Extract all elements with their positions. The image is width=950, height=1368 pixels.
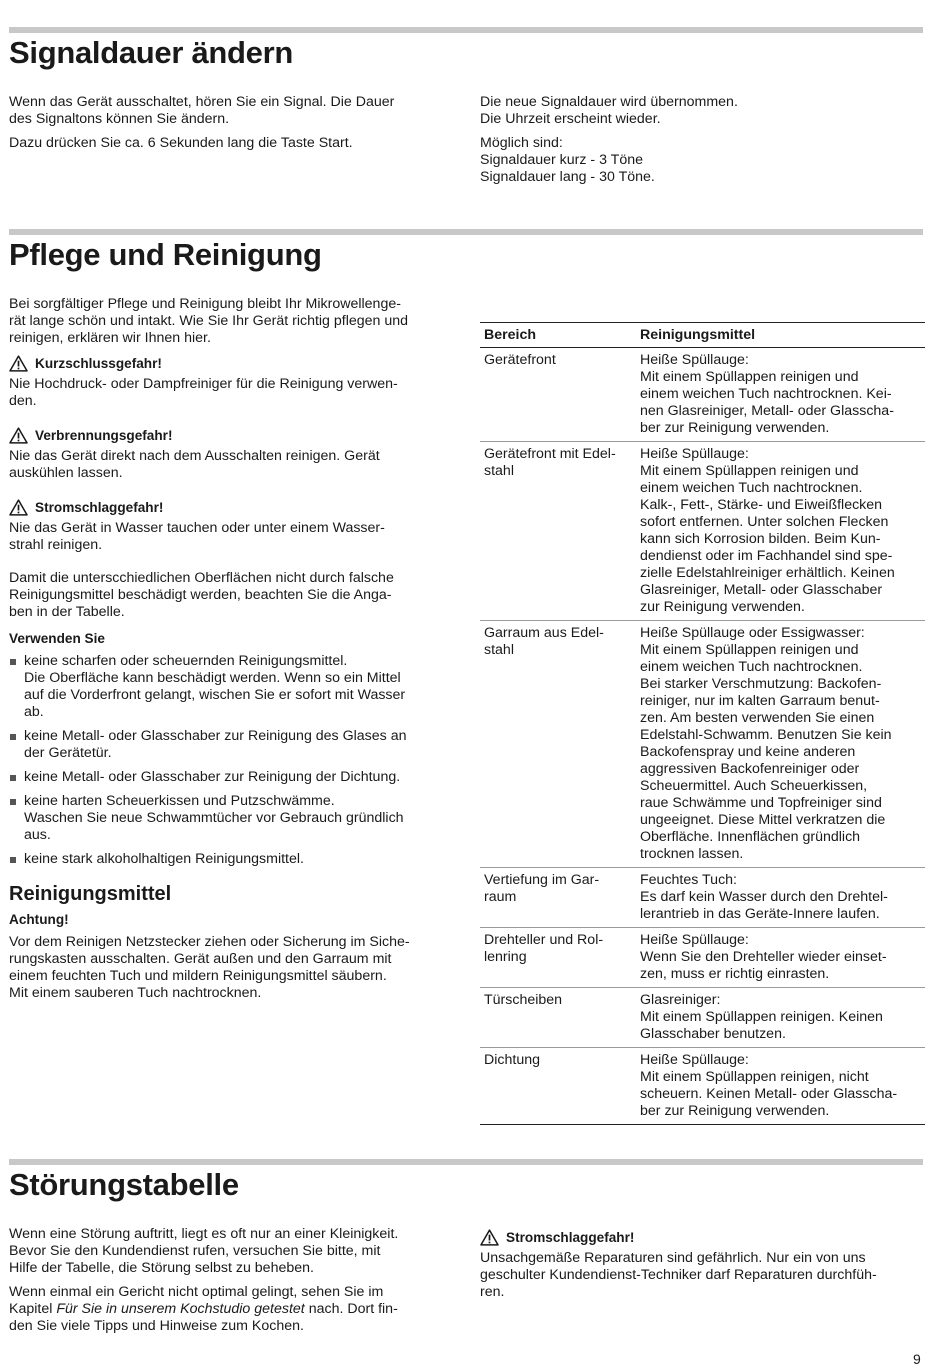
table-cell-area: Gerätefront (480, 348, 636, 442)
table-cell-area: Vertiefung im Gar- raum (480, 868, 636, 928)
list-item: keine scharfen oder scheuernden Reinigungsmittel. Die Oberfläche kann beschädigt werden. Wenn so ein Mittel auf die Vorderfront gelangt, wischen Sie er sofort mit Wasser ab. (9, 653, 459, 721)
list-item: keine Metall- oder Glasschaber zur Reinigung des Glases an der Gerätetür. (9, 728, 459, 762)
subsection-title-reinigungsmittel: Reinigungsmittel (9, 883, 172, 905)
section-rule (9, 1159, 923, 1165)
signal-right-column (480, 94, 925, 193)
achtung-label: Achtung! (9, 912, 69, 927)
stoerung-paragraph (9, 1284, 459, 1335)
cleaning-table (480, 322, 925, 1125)
warning-text: Nie das Gerät in Wasser tauchen oder unter einem Wasser- strahl reinigen. (9, 520, 385, 553)
list-item: keine harten Scheuerkissen und Putzschwämme. Waschen Sie neue Schwammtücher vor Gebrauch gründlich aus. (9, 793, 459, 844)
table-header-reinigungsmittel: Reinigungsmittel (636, 323, 925, 348)
verwenden-label: Verwenden Sie (9, 631, 105, 646)
page-number: 9 (913, 1351, 921, 1367)
table-row (480, 1048, 925, 1125)
table-row (480, 868, 925, 928)
pflege-damit-paragraph: Damit die unterscchiedlichen Oberflächen nicht durch falsche Reinigungsmittel beschädigt werden, beachten Sie die Anga- ben in der Tabelle. (9, 570, 394, 620)
table-cell-agent: Glasreiniger: Mit einem Spüllappen reinigen. Keinen Glasschaber benutzen. (636, 988, 925, 1048)
table-row (480, 348, 925, 442)
table-cell-area: Gerätefront mit Edel- stahl (480, 442, 636, 621)
warning-heading (9, 427, 459, 444)
signal-paragraph: Dazu drücken Sie ca. 6 Sekunden lang die Taste Start. (9, 135, 353, 151)
warning-triangle-icon (9, 355, 28, 372)
warning-triangle-icon (480, 1229, 499, 1246)
section-rule (9, 27, 923, 33)
table-cell-agent: Heiße Spüllauge: Mit einem Spüllappen reinigen und einem weichen Tuch nachtrocknen. Kalk-, Fett-, Stärke- und Eiweißflecken sofort entfernen. Unter solchen Flecken kann sich Korrosion bilden. Beim Kun- dendienst oder im Fachhandel sind spe- zielle Edelstahlreiniger erhältlich. Keinen Glasreiniger, Metall- oder Glasschaber zur Reinigung verwenden. (636, 442, 925, 621)
table-row (480, 442, 925, 621)
warning-heading (9, 499, 459, 516)
table-cell-area: Drehteller und Rol- lenring (480, 928, 636, 988)
warning-text: Unsachgemäße Reparaturen sind gefährlich. Nur ein von uns geschulter Kundendienst-Techniker darf Reparaturen durchfüh- ren. (480, 1250, 877, 1300)
signal-paragraph: Möglich sind: Signaldauer kurz - 3 Töne Signaldauer lang - 30 Töne. (480, 135, 655, 185)
warning-title: Verbrennungsgefahr! (35, 428, 173, 443)
stoerung-right-column (480, 1229, 925, 1308)
warning-title: Stromschlaggefahr! (35, 500, 164, 515)
table-row (480, 928, 925, 988)
stoerung-paragraph: Wenn eine Störung auftritt, liegt es oft nur an einer Kleinigkeit. Bevor Sie den Kundendienst rufen, versuchen Sie bitte, mit Hilfe der Tabelle, die Störung selbst zu beheben. (9, 1226, 399, 1276)
table-header-bereich: Bereich (480, 323, 636, 348)
table-cell-area: Türscheiben (480, 988, 636, 1048)
warning-heading (9, 355, 459, 372)
warning-text: Nie Hochdruck- oder Dampfreiniger für die Reinigung verwen- den. (9, 376, 398, 409)
table-cell-agent: Feuchtes Tuch: Es darf kein Wasser durch den Drehtel- lerantrieb in das Geräte-Innere laufen. (636, 868, 925, 928)
table-cell-agent: Heiße Spüllauge: Wenn Sie den Drehteller wieder einset- zen, muss er richtig einrasten. (636, 928, 925, 988)
list-item: keine stark alkoholhaltigen Reinigungsmittel. (9, 851, 459, 868)
table-cell-area: Garraum aus Edel- stahl (480, 621, 636, 868)
signal-paragraph: Wenn das Gerät ausschaltet, hören Sie ein Signal. Die Dauer des Signaltons können Sie ändern. (9, 94, 395, 127)
table-row (480, 988, 925, 1048)
warning-title: Kurzschlussgefahr! (35, 356, 162, 371)
warning-text: Nie das Gerät direkt nach dem Ausschalten reinigen. Gerät auskühlen lassen. (9, 448, 380, 481)
warning-triangle-icon (9, 499, 28, 516)
section-rule (9, 229, 923, 235)
achtung-text: Vor dem Reinigen Netzstecker ziehen oder Sicherung im Siche- rungskasten ausschalten. Gerät außen und den Garraum mit einem feuchten Tuch und mildern Reinigungsmittel säubern. Mit einem sauberen Tuch nachtrocknen. (9, 934, 410, 1001)
text-run: nach. Dort fin- den Sie viele Tipps und Hinweise zum Kochen. (9, 1301, 398, 1334)
list-item: keine Metall- oder Glasschaber zur Reinigung der Dichtung. (9, 769, 459, 786)
signal-left-column (9, 94, 459, 159)
table-cell-agent: Heiße Spüllauge oder Essigwasser: Mit einem Spüllappen reinigen und einem weichen Tuch nachtrocknen. Bei starker Verschmutzung: Backofen- reiniger, nur im kalten Garraum benut- zen. Am besten verwenden Sie einen Edelstahl-Schwamm. Benutzen Sie kein Backofenspray und keine anderen aggressiven Backofenreiniger oder Scheuermittel. Auch Scheuerkissen, raue Schwämme und Topfreiniger sind ungeeignet. Diese Mittel verkratzen die Oberfläche. Innenflächen gründlich trocknen lassen. (636, 621, 925, 868)
verwenden-list (9, 653, 459, 868)
section-title-pflege: Pflege und Reinigung (9, 237, 322, 272)
section-title-stoerung: Störungstabelle (9, 1167, 239, 1202)
table-row (480, 621, 925, 868)
warning-triangle-icon (9, 427, 28, 444)
stoerung-left-column (9, 1226, 459, 1342)
table-cell-agent: Heiße Spüllauge: Mit einem Spüllappen reinigen und einem weichen Tuch nachtrocknen. Kei- nen Glasreiniger, Metall- oder Glasscha- ber zur Reinigung verwenden. (636, 348, 925, 442)
pflege-left-column (9, 296, 459, 1009)
table-header-row (480, 323, 925, 348)
section-title-signaldauer: Signaldauer ändern (9, 35, 293, 70)
signal-paragraph: Die neue Signaldauer wird übernommen. Die Uhrzeit erscheint wieder. (480, 94, 738, 127)
pflege-intro: Bei sorgfältiger Pflege und Reinigung bleibt Ihr Mikrowellenge- rät lange schön und intakt. Wie Sie Ihr Gerät richtig pflegen und reinigen, erklären wir Ihnen hier. (9, 296, 409, 346)
chapter-reference: Für Sie in unserem Kochstudio getestet (56, 1301, 305, 1317)
warning-title: Stromschlaggefahr! (506, 1230, 635, 1245)
table-cell-agent: Heiße Spüllauge: Mit einem Spüllappen reinigen, nicht scheuern. Keinen Metall- oder Glasscha- ber zur Reinigung verwenden. (636, 1048, 925, 1125)
warning-heading (480, 1229, 925, 1246)
table-cell-area: Dichtung (480, 1048, 636, 1125)
text-run: Wenn einmal ein Gericht nicht optimal gelingt, sehen Sie im Kapitel (9, 1284, 384, 1317)
